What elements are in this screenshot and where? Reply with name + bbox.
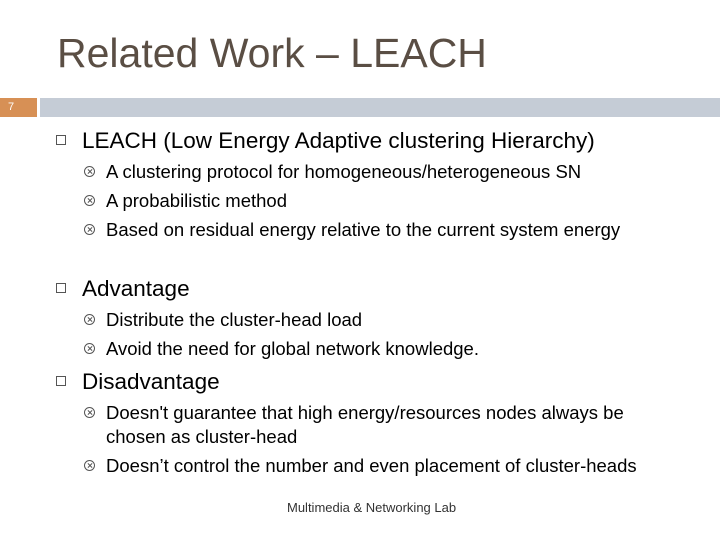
- slide-number: 7: [0, 98, 37, 117]
- sub-bullet-text: A clustering protocol for homogeneous/heterogeneous SN: [106, 161, 582, 182]
- sub-bullet: [84, 308, 666, 332]
- x-bullet-icon: [84, 407, 95, 418]
- heading-text: Advantage: [82, 276, 190, 301]
- heading-text: LEACH (Low Energy Adaptive clustering Hierarchy): [82, 128, 595, 153]
- section-advantage: [56, 276, 696, 361]
- bullet-heading-leach: [56, 128, 696, 154]
- square-bullet-icon: [56, 135, 66, 145]
- sub-bullet-text: Avoid the need for global network knowledge.: [106, 338, 479, 359]
- header-bar: [0, 98, 720, 117]
- x-bullet-icon: [84, 195, 95, 206]
- sub-bullet-text: Doesn’t control the number and even placement of cluster-heads: [106, 455, 637, 476]
- square-bullet-icon: [56, 376, 66, 386]
- square-bullet-icon: [56, 283, 66, 293]
- heading-text: Disadvantage: [82, 369, 220, 394]
- bullet-heading-advantage: [56, 276, 696, 302]
- x-bullet-icon: [84, 460, 95, 471]
- sub-bullet: [84, 401, 636, 449]
- sub-bullet: [84, 337, 666, 361]
- sub-bullet-text: Doesn't guarantee that high energy/resources nodes always be chosen as cluster-head: [106, 402, 624, 447]
- x-bullet-icon: [84, 224, 95, 235]
- section-disadvantage: [56, 369, 696, 478]
- x-bullet-icon: [84, 166, 95, 177]
- sub-bullet: [84, 454, 686, 478]
- footer-text: Multimedia & Networking Lab: [287, 500, 457, 515]
- sub-bullet-text: A probabilistic method: [106, 190, 287, 211]
- bullet-heading-disadvantage: [56, 369, 696, 395]
- section-leach: [56, 128, 696, 242]
- sub-bullet: [84, 160, 666, 184]
- slide-title: Related Work – LEACH: [57, 30, 487, 76]
- sub-bullet-text: Based on residual energy relative to the current system energy: [106, 219, 621, 240]
- x-bullet-icon: [84, 343, 95, 354]
- sub-bullet: [84, 218, 666, 242]
- header-bar-fill: [40, 98, 720, 117]
- sub-bullet: [84, 189, 666, 213]
- sub-bullet-text: Distribute the cluster-head load: [106, 309, 363, 330]
- x-bullet-icon: [84, 314, 95, 325]
